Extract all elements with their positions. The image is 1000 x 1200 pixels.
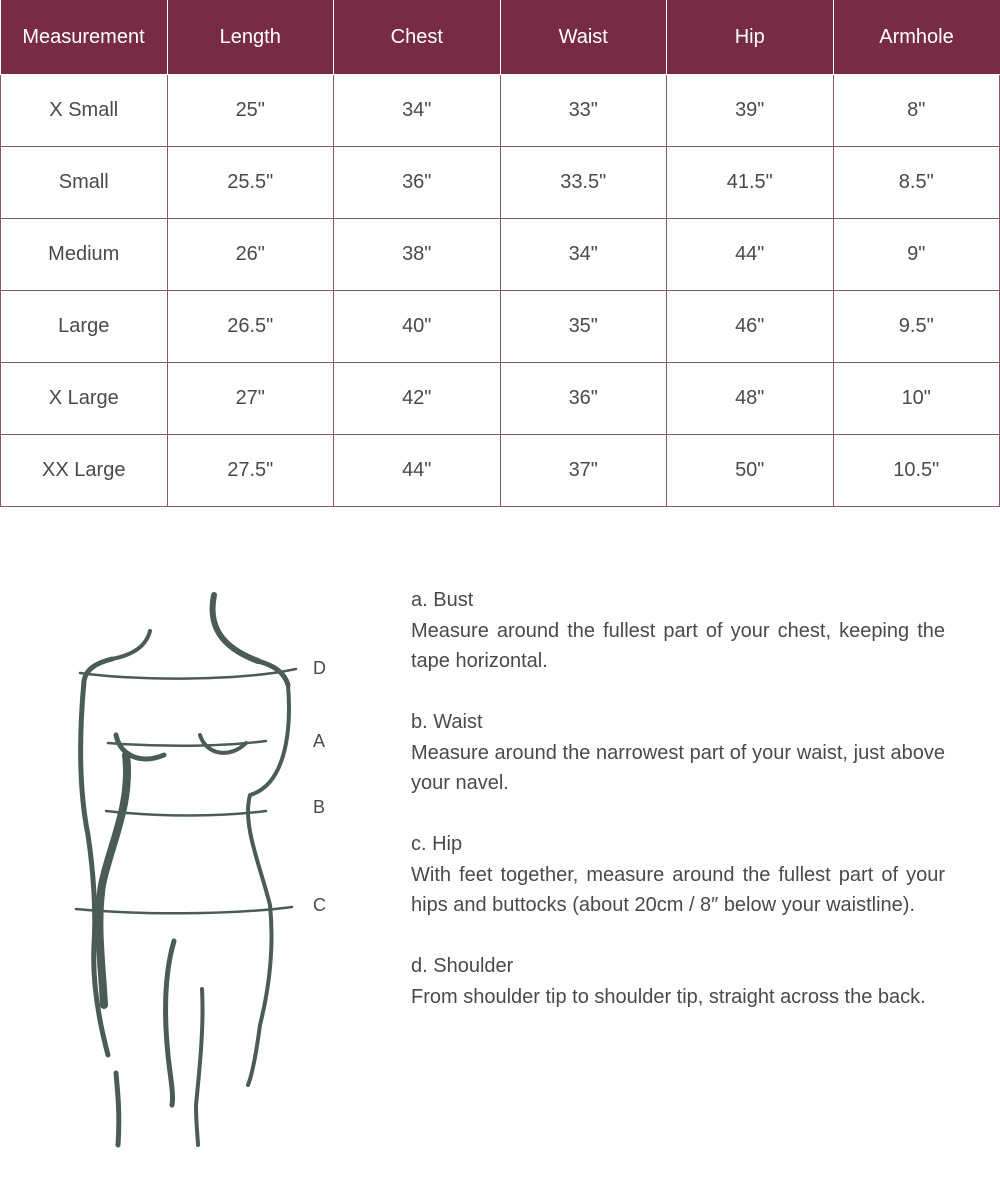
table-row	[1, 435, 1000, 507]
guide-item-bust	[411, 585, 945, 677]
table-cell: 33.5"	[500, 147, 667, 219]
table-row	[1, 219, 1000, 291]
table-cell: 34"	[334, 75, 501, 147]
table-cell: 10"	[833, 363, 1000, 435]
leg-left-stroke	[166, 941, 174, 1105]
guide-text: Measure around the narrowest part of your waist, just above your navel.	[411, 741, 945, 794]
guide-title: a. Bust	[411, 589, 474, 611]
table-cell: 44"	[334, 435, 501, 507]
header-length: Length	[167, 0, 334, 75]
table-cell: 35"	[500, 291, 667, 363]
table-cell: 36"	[334, 147, 501, 219]
header-chest: Chest	[334, 0, 501, 75]
measurement-guide	[411, 585, 945, 1043]
guide-title: d. Shoulder	[411, 955, 514, 977]
label-b: B	[313, 797, 326, 817]
table-cell: 46"	[667, 291, 834, 363]
table-cell: 27"	[167, 363, 334, 435]
label-c: C	[313, 895, 326, 915]
guide-text: With feet together, measure around the fullest part of your hips and buttocks (about 20cm / 8″ below your waistline).	[411, 863, 945, 916]
size-cell: Small	[1, 147, 168, 219]
leg-right-stroke	[196, 989, 203, 1145]
guide-item-shoulder	[411, 951, 945, 1012]
header-hip: Hip	[667, 0, 834, 75]
size-chart-table	[0, 0, 1000, 507]
size-cell: Medium	[1, 219, 168, 291]
label-a: A	[313, 731, 326, 751]
table-row	[1, 291, 1000, 363]
table-cell: 37"	[500, 435, 667, 507]
size-cell: X Small	[1, 75, 168, 147]
table-cell: 25.5"	[167, 147, 334, 219]
guide-title: b. Waist	[411, 711, 483, 733]
table-cell: 40"	[334, 291, 501, 363]
size-cell: Large	[1, 291, 168, 363]
guide-item-waist	[411, 707, 945, 799]
neck-left-stroke	[112, 631, 150, 659]
torso-right-stroke	[248, 685, 289, 1085]
table-cell: 39"	[667, 75, 834, 147]
table-row	[1, 75, 1000, 147]
table-cell: 34"	[500, 219, 667, 291]
table-row	[1, 363, 1000, 435]
table-cell: 26.5"	[167, 291, 334, 363]
size-cell: XX Large	[1, 435, 168, 507]
table-cell: 9"	[833, 219, 1000, 291]
table-cell: 38"	[334, 219, 501, 291]
table-header-row	[1, 0, 1000, 75]
guide-item-hip	[411, 829, 945, 921]
table-cell: 44"	[667, 219, 834, 291]
inner-body-stroke	[99, 755, 127, 1005]
table-cell: 33"	[500, 75, 667, 147]
body-measurement-figure	[60, 585, 360, 1155]
guide-title: c. Hip	[411, 833, 463, 855]
leg-outer-left-stroke	[116, 1073, 119, 1145]
size-cell: X Large	[1, 363, 168, 435]
neck-right-stroke	[213, 595, 258, 661]
table-cell: 8"	[833, 75, 1000, 147]
header-waist: Waist	[500, 0, 667, 75]
table-cell: 10.5"	[833, 435, 1000, 507]
waist-line	[106, 811, 266, 816]
label-d: D	[313, 658, 326, 678]
table-cell: 27.5"	[167, 435, 334, 507]
left-shoulder-stroke	[84, 659, 112, 681]
table-cell: 50"	[667, 435, 834, 507]
header-measurement: Measurement	[1, 0, 168, 75]
table-cell: 26"	[167, 219, 334, 291]
table-cell: 25"	[167, 75, 334, 147]
table-cell: 8.5"	[833, 147, 1000, 219]
table-cell: 36"	[500, 363, 667, 435]
guide-text: From shoulder tip to shoulder tip, straight across the back.	[411, 985, 926, 1008]
table-cell: 9.5"	[833, 291, 1000, 363]
shoulder-line	[80, 669, 296, 679]
table-cell: 48"	[667, 363, 834, 435]
guide-text: Measure around the fullest part of your chest, keeping the tape horizontal.	[411, 619, 945, 672]
table-cell: 41.5"	[667, 147, 834, 219]
table-row	[1, 147, 1000, 219]
hip-line	[76, 907, 292, 913]
header-armhole: Armhole	[833, 0, 1000, 75]
table-cell: 42"	[334, 363, 501, 435]
